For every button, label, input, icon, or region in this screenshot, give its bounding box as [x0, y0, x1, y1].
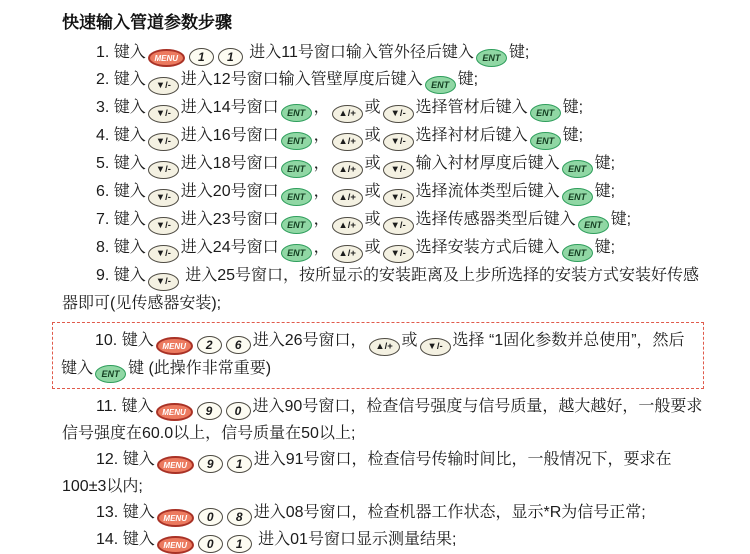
step-text: 或 [364, 239, 381, 256]
step-text: 进入26号窗口， [252, 332, 367, 349]
arrow-down-minus-key: ▼/- [148, 273, 179, 291]
step-text: 选择传感器类型后键入 [415, 211, 576, 228]
arrow-down-minus-key: ▼/- [383, 189, 414, 207]
step-14 [62, 527, 704, 554]
step-text: ， [313, 183, 330, 200]
step-text: 或 [401, 332, 418, 349]
step-12 [62, 447, 704, 500]
menu-key: MENU [148, 49, 185, 67]
step-3 [62, 95, 704, 123]
arrow-down-minus-key: ▼/- [148, 105, 179, 123]
ent-key: ENT [530, 104, 561, 122]
step-text: 7. 键入 [96, 211, 146, 228]
step-text: 6. 键入 [96, 183, 146, 200]
step-text: 键; [594, 239, 616, 256]
arrow-down-minus-key: ▼/- [148, 189, 179, 207]
step-text: 进入16号窗口 [180, 127, 279, 144]
ent-key: ENT [281, 244, 312, 262]
arrow-down-minus-key: ▼/- [148, 133, 179, 151]
steps-container [62, 40, 704, 554]
step-text: 键; [594, 183, 616, 200]
digit-key: 2 [197, 336, 222, 354]
arrow-down-minus-key: ▼/- [383, 161, 414, 179]
menu-key: MENU [157, 456, 194, 474]
arrow-up-plus-key: ▲/+ [332, 133, 363, 151]
step-text: 或 [364, 127, 381, 144]
arrow-up-plus-key: ▲/+ [332, 189, 363, 207]
step-text: 键; [562, 127, 584, 144]
step-text: 或 [364, 183, 381, 200]
menu-key: MENU [156, 337, 193, 355]
step-text: 选择管材后键入 [415, 99, 528, 116]
arrow-up-plus-key: ▲/+ [332, 217, 363, 235]
step-text: 9. 键入 [96, 267, 146, 284]
step-text: 进入12号窗口输入管壁厚度后键入 [180, 71, 423, 88]
step-text: 键; [594, 155, 616, 172]
digit-key: 1 [189, 48, 214, 66]
menu-key: MENU [157, 509, 194, 527]
step-text: 进入20号窗口 [180, 183, 279, 200]
ent-key: ENT [281, 104, 312, 122]
arrow-up-plus-key: ▲/+ [332, 245, 363, 263]
digit-key: 0 [226, 402, 251, 420]
page-title: 快速输入管道参数步骤 [62, 13, 232, 32]
step-9 [62, 263, 704, 317]
ent-key: ENT [281, 160, 312, 178]
arrow-down-minus-key: ▼/- [148, 77, 179, 95]
digit-key: 1 [218, 48, 243, 66]
arrow-down-minus-key: ▼/- [148, 217, 179, 235]
step-text: 进入23号窗口 [180, 211, 279, 228]
step-text: 10. 键入 [95, 332, 154, 349]
ent-key: ENT [425, 76, 456, 94]
step-text: ， [313, 211, 330, 228]
step-4 [62, 123, 704, 151]
digit-key: 9 [198, 455, 223, 473]
step-text: 输入衬材厚度后键入 [415, 155, 560, 172]
arrow-down-minus-key: ▼/- [383, 245, 414, 263]
digit-key: 0 [198, 535, 223, 553]
step-text: 8. 键入 [96, 239, 146, 256]
arrow-down-minus-key: ▼/- [383, 217, 414, 235]
step-text: 13. 键入 [96, 504, 155, 521]
step-2 [62, 67, 704, 95]
step-text: 选择流体类型后键入 [415, 183, 560, 200]
step-text: 进入11号窗口输入管外径后键入 [244, 44, 474, 61]
ent-key: ENT [562, 244, 593, 262]
step-text: 进入90号窗口，检查信号强度与信号质量，越大越好，一般要求信号强度在60.0以上，信号质量在50以上; [62, 398, 703, 442]
step-text: 5. 键入 [96, 155, 146, 172]
step-text: 选择衬材后键入 [415, 127, 528, 144]
digit-key: 1 [227, 455, 252, 473]
step-8 [62, 235, 704, 263]
step-text: 进入25号窗口，按所显示的安装距离及上步所选择的安装方式安装好传感器即可(见传感器安装); [62, 267, 700, 312]
step-text: ， [313, 155, 330, 172]
step-1 [62, 40, 704, 67]
step-text: 或 [364, 155, 381, 172]
step-text: 选择安装方式后键入 [415, 239, 560, 256]
step-11 [62, 394, 704, 447]
digit-key: 6 [226, 336, 251, 354]
step-text: 进入24号窗口 [180, 239, 279, 256]
arrow-up-plus-key: ▲/+ [332, 161, 363, 179]
step-text: 或 [364, 99, 381, 116]
digit-key: 0 [198, 508, 223, 526]
ent-key: ENT [562, 188, 593, 206]
step-text: 键; [457, 71, 479, 88]
digit-key: 8 [227, 508, 252, 526]
ent-key: ENT [476, 49, 507, 67]
step-6 [62, 179, 704, 207]
step-13 [62, 500, 704, 527]
step-text: 3. 键入 [96, 99, 146, 116]
step-text: ， [313, 127, 330, 144]
step-text: 2. 键入 [96, 71, 146, 88]
ent-key: ENT [562, 160, 593, 178]
ent-key: ENT [281, 188, 312, 206]
step-text: 1. 键入 [96, 44, 146, 61]
step-text: 键; [562, 99, 584, 116]
arrow-down-minus-key: ▼/- [420, 338, 451, 356]
ent-key: ENT [281, 216, 312, 234]
ent-key: ENT [95, 365, 126, 383]
menu-key: MENU [156, 403, 193, 421]
step-text: 进入01号窗口显示测量结果; [253, 531, 457, 548]
step-text: 进入18号窗口 [180, 155, 279, 172]
step-text: 11. 键入 [96, 398, 154, 415]
arrow-up-plus-key: ▲/+ [369, 338, 400, 356]
step-10 [61, 328, 695, 383]
ent-key: ENT [281, 132, 312, 150]
step-text: 键; [508, 44, 530, 61]
step-5 [62, 151, 704, 179]
step-text: 键 (此操作非常重要) [128, 360, 272, 377]
arrow-down-minus-key: ▼/- [148, 245, 179, 263]
step-text: 或 [364, 211, 381, 228]
step-text: 12. 键入 [96, 451, 155, 468]
step-7 [62, 207, 704, 235]
ent-key: ENT [578, 216, 609, 234]
step-text: 14. 键入 [96, 531, 155, 548]
step-text: 进入08号窗口，检查机器工作状态，显示*R为信号正常; [253, 504, 646, 521]
step-text: 进入14号窗口 [180, 99, 279, 116]
important-step-box [52, 322, 704, 389]
step-text: 进入91号窗口，检查信号传输时间比，一般情况下，要求在100±3以内; [62, 451, 672, 495]
step-text: 4. 键入 [96, 127, 146, 144]
ent-key: ENT [530, 132, 561, 150]
step-text: ， [313, 99, 330, 116]
arrow-down-minus-key: ▼/- [383, 133, 414, 151]
arrow-down-minus-key: ▼/- [383, 105, 414, 123]
menu-key: MENU [157, 536, 194, 554]
arrow-down-minus-key: ▼/- [148, 161, 179, 179]
step-text: 选择 “1固化参数并总使用”，然后键入 [61, 332, 685, 377]
step-text: 键; [610, 211, 632, 228]
digit-key: 9 [197, 402, 222, 420]
digit-key: 1 [227, 535, 252, 553]
arrow-up-plus-key: ▲/+ [332, 105, 363, 123]
step-text: ， [313, 239, 330, 256]
